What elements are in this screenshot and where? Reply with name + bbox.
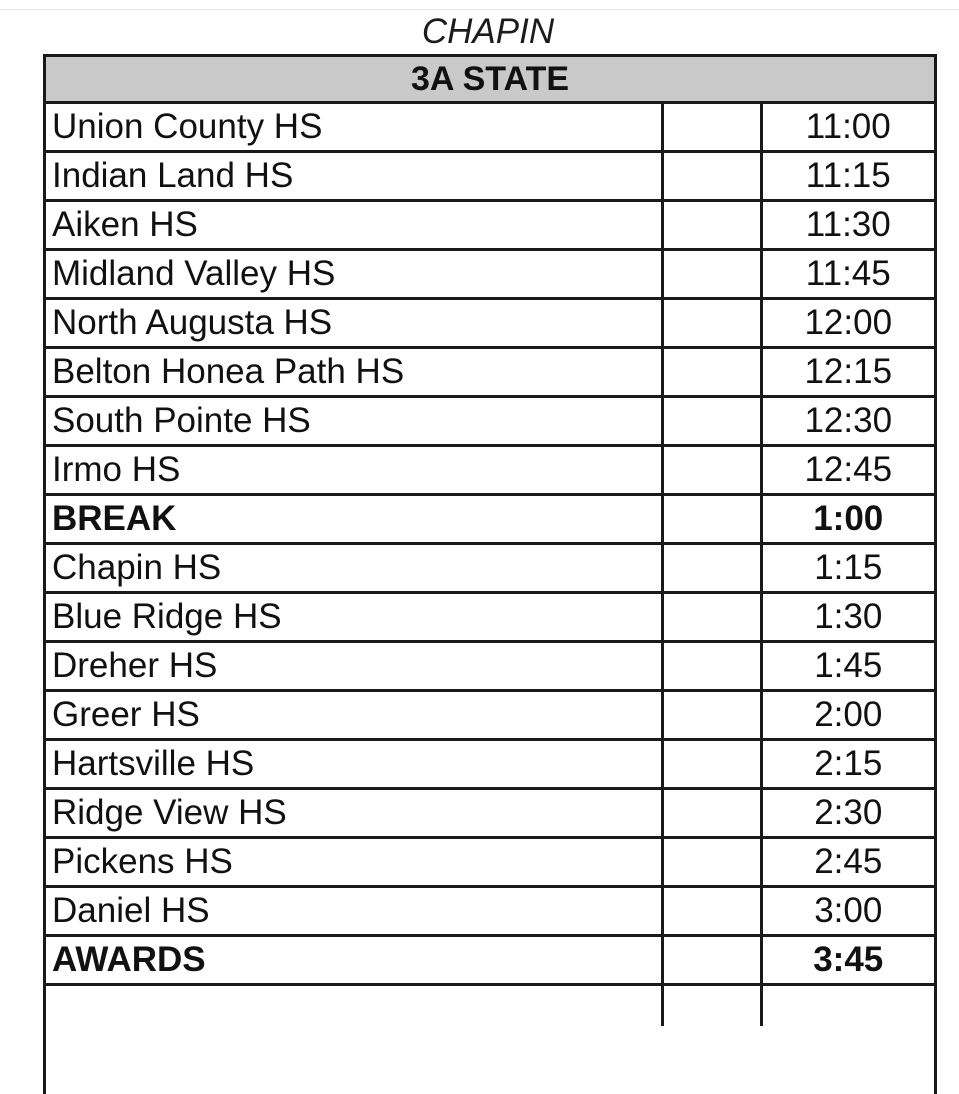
- school-name-cell: Midland Valley HS: [46, 250, 662, 299]
- blank-cell: [662, 104, 761, 152]
- school-name-cell: Irmo HS: [46, 446, 662, 495]
- school-name-cell: South Pointe HS: [46, 397, 662, 446]
- empty-row: [46, 985, 934, 1027]
- table-row: [46, 544, 934, 593]
- time-cell: 1:45: [761, 642, 934, 691]
- table-row: [46, 397, 934, 446]
- school-name-cell: Ridge View HS: [46, 789, 662, 838]
- school-name-cell: Belton Honea Path HS: [46, 348, 662, 397]
- table-row: [46, 593, 934, 642]
- time-cell: 2:45: [761, 838, 934, 887]
- blank-cell: [662, 446, 761, 495]
- school-name-cell: Hartsville HS: [46, 740, 662, 789]
- blank-cell: [662, 544, 761, 593]
- time-cell: 11:30: [761, 201, 934, 250]
- empty-cell: [662, 985, 761, 1027]
- school-name-cell: Greer HS: [46, 691, 662, 740]
- division-header: 3A STATE: [46, 57, 934, 104]
- table-row: [46, 740, 934, 789]
- time-cell: 11:15: [761, 152, 934, 201]
- blank-cell: [662, 887, 761, 936]
- blank-cell: [662, 348, 761, 397]
- school-name-cell: Aiken HS: [46, 201, 662, 250]
- time-cell: 2:30: [761, 789, 934, 838]
- blank-cell: [662, 740, 761, 789]
- table-row: [46, 936, 934, 985]
- table-row: [46, 789, 934, 838]
- time-cell: 11:45: [761, 250, 934, 299]
- time-cell: 12:45: [761, 446, 934, 495]
- table-row: [46, 887, 934, 936]
- schedule-body: [46, 104, 934, 1026]
- time-cell: 12:15: [761, 348, 934, 397]
- blank-cell: [662, 201, 761, 250]
- school-name-cell: Daniel HS: [46, 887, 662, 936]
- blank-cell: [662, 250, 761, 299]
- blank-cell: [662, 789, 761, 838]
- table-row: [46, 495, 934, 544]
- table-row: [46, 201, 934, 250]
- time-cell: 3:00: [761, 887, 934, 936]
- schedule-sheet: [43, 54, 937, 1094]
- blank-cell: [662, 397, 761, 446]
- blank-cell: [662, 495, 761, 544]
- table-row: [46, 838, 934, 887]
- blank-cell: [662, 936, 761, 985]
- blank-cell: [662, 642, 761, 691]
- school-name-cell: Pickens HS: [46, 838, 662, 887]
- blank-cell: [662, 838, 761, 887]
- table-row: [46, 691, 934, 740]
- time-cell: 1:30: [761, 593, 934, 642]
- time-cell: 12:30: [761, 397, 934, 446]
- time-cell: 2:15: [761, 740, 934, 789]
- empty-cell: [46, 985, 662, 1027]
- table-row: [46, 152, 934, 201]
- empty-cell: [761, 985, 934, 1027]
- table-row: [46, 299, 934, 348]
- school-name-cell: BREAK: [46, 495, 662, 544]
- time-cell: 12:00: [761, 299, 934, 348]
- time-cell: 1:15: [761, 544, 934, 593]
- blank-cell: [662, 691, 761, 740]
- schedule-table: [46, 104, 934, 1026]
- page-title: CHAPIN: [421, 12, 555, 51]
- table-row: [46, 250, 934, 299]
- school-name-cell: Union County HS: [46, 104, 662, 152]
- table-row: [46, 642, 934, 691]
- school-name-cell: Chapin HS: [46, 544, 662, 593]
- school-name-cell: Dreher HS: [46, 642, 662, 691]
- time-cell: 3:45: [761, 936, 934, 985]
- school-name-cell: North Augusta HS: [46, 299, 662, 348]
- blank-cell: [662, 152, 761, 201]
- blank-cell: [662, 593, 761, 642]
- table-row: [46, 348, 934, 397]
- school-name-cell: Blue Ridge HS: [46, 593, 662, 642]
- time-cell: 2:00: [761, 691, 934, 740]
- school-name-cell: AWARDS: [46, 936, 662, 985]
- time-cell: 1:00: [761, 495, 934, 544]
- school-name-cell: Indian Land HS: [46, 152, 662, 201]
- table-row: [46, 446, 934, 495]
- blank-cell: [662, 299, 761, 348]
- table-row: [46, 104, 934, 152]
- time-cell: 11:00: [761, 104, 934, 152]
